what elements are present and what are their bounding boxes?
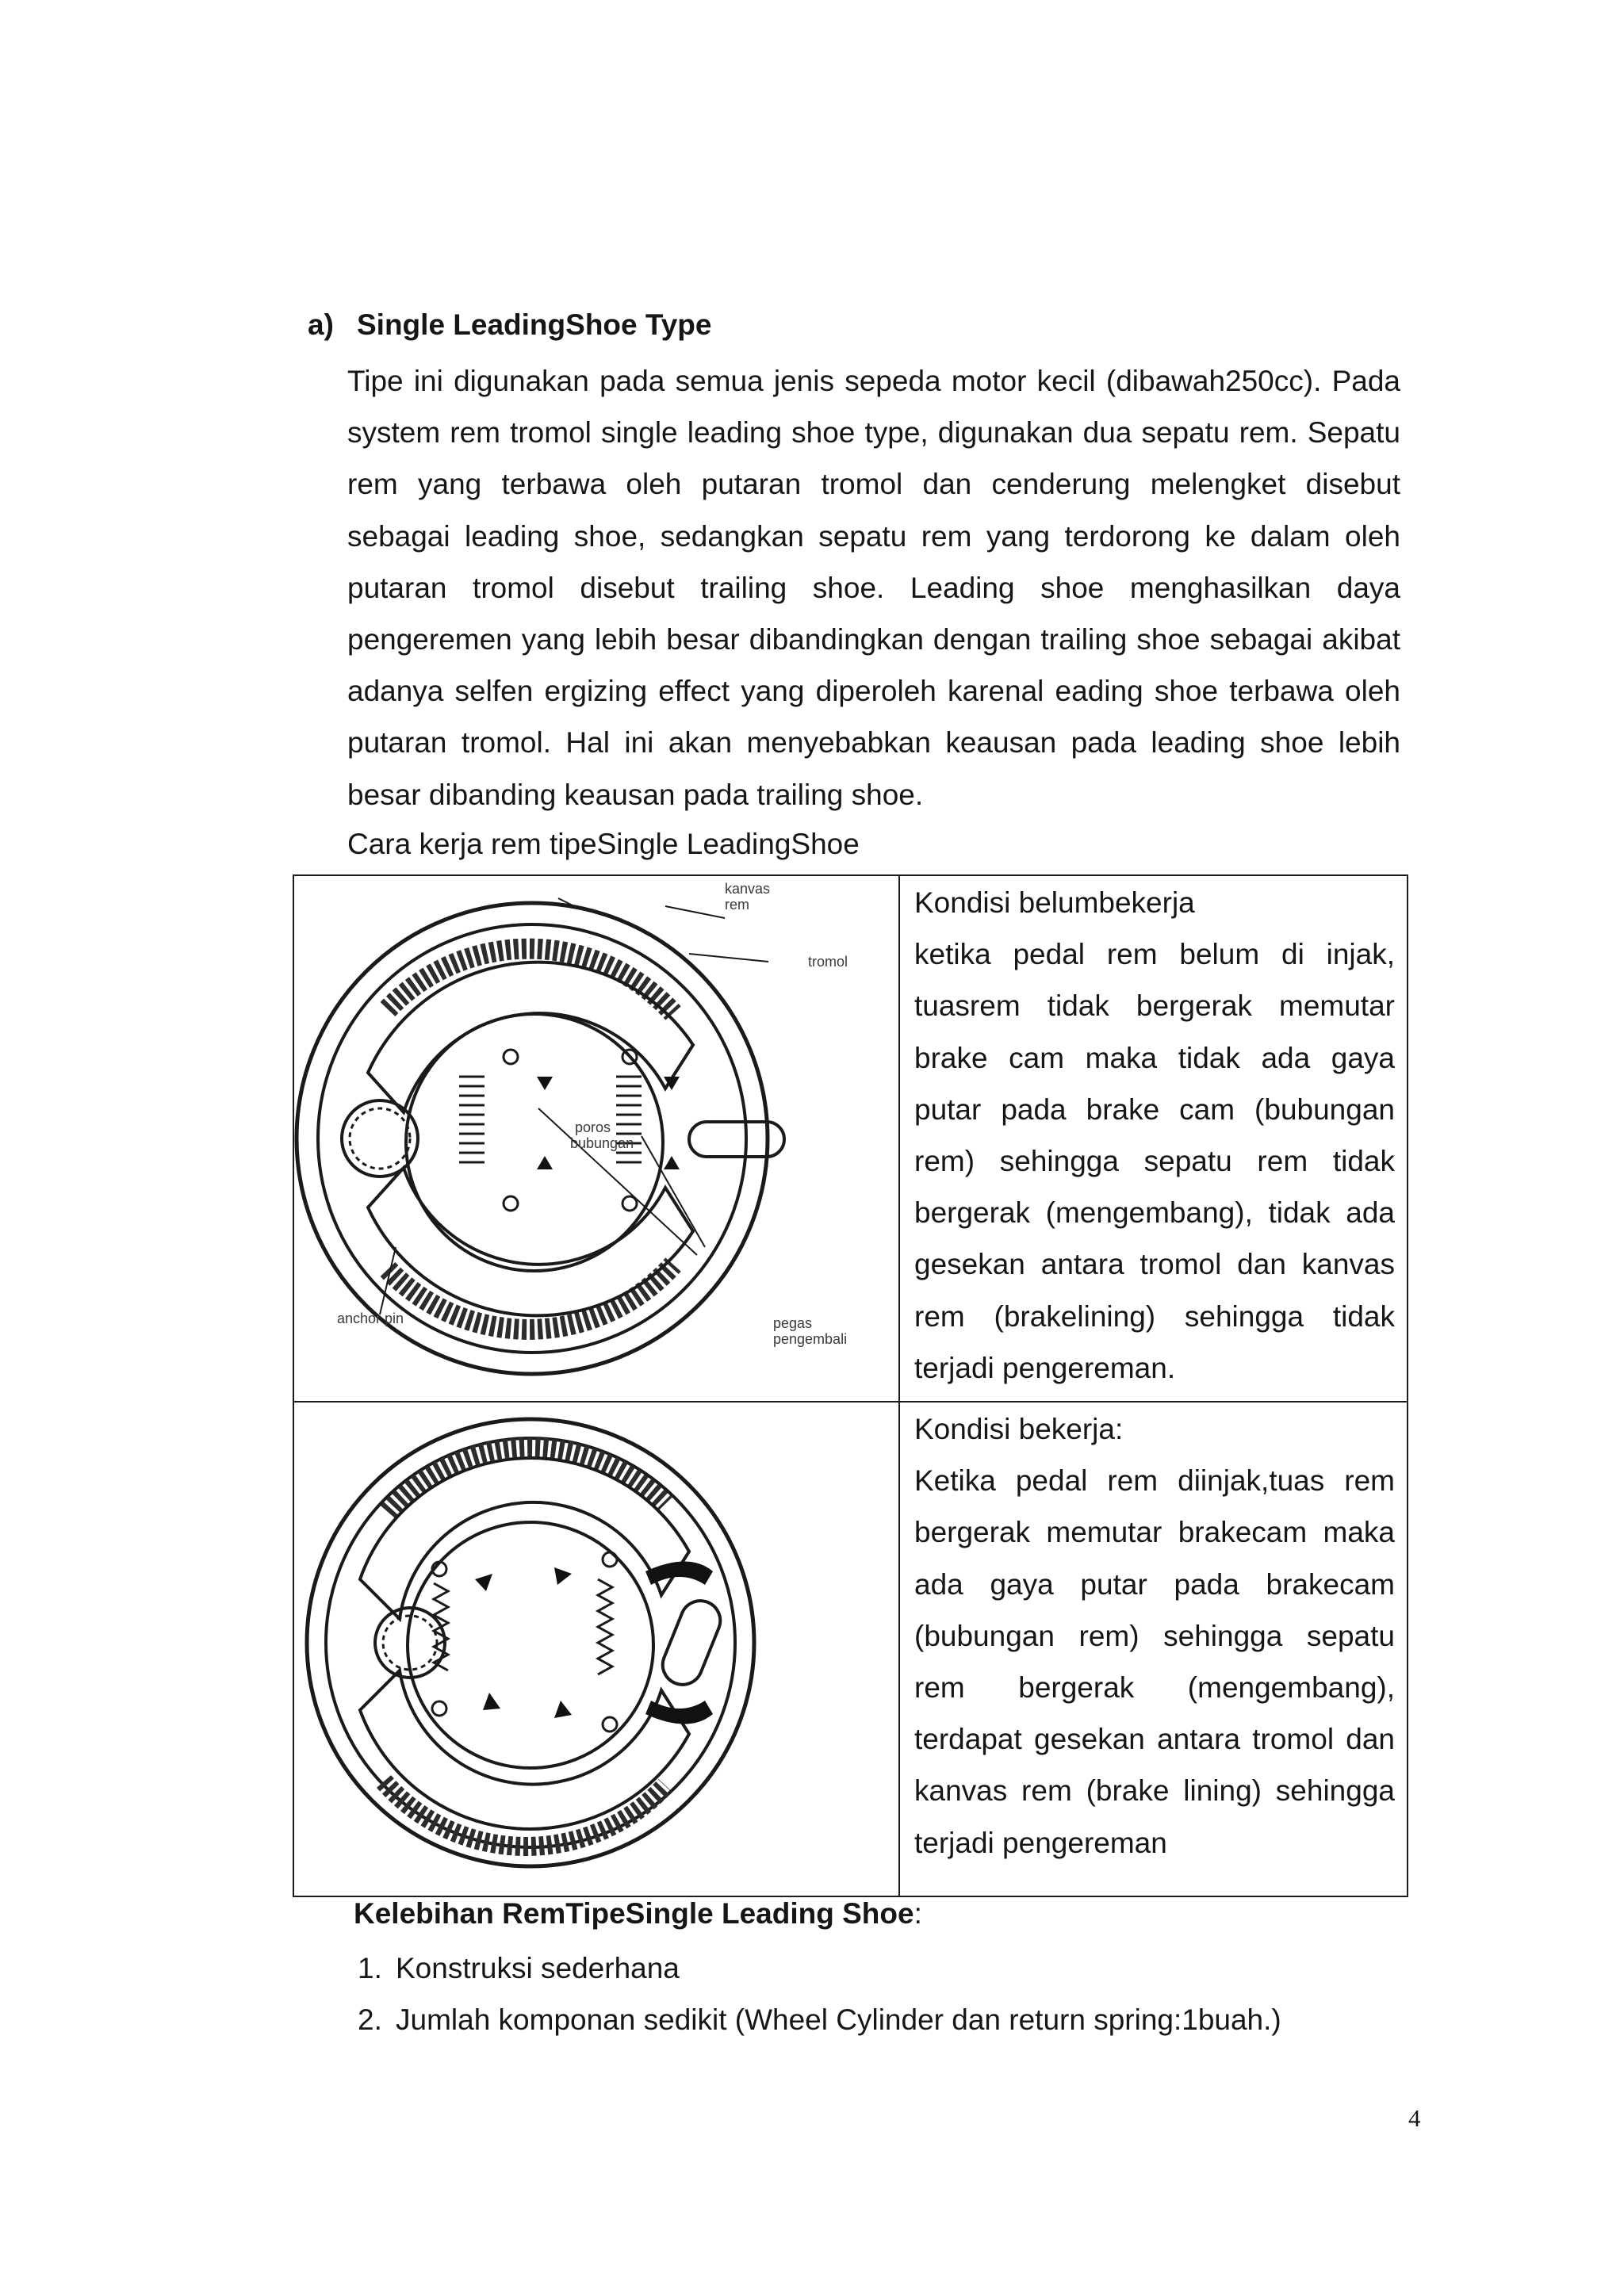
section-marker: a) <box>308 308 334 341</box>
label-kanvas: kanvas <box>725 881 771 897</box>
brake-condition-table <box>293 874 1408 1884</box>
list-item <box>358 1942 1341 1994</box>
text-cell-not-working <box>914 877 1395 1394</box>
diagram-working <box>293 1401 898 1897</box>
advantages-title-text: Kelebihan RemTipeSingle Leading Shoe <box>354 1897 914 1930</box>
condition-title: Kondisi bekerja: <box>914 1413 1124 1445</box>
condition-description: Ketika pedal rem diinjak,tuas rem bergerak memutar brakecam maka ada gaya putar pada brakecam (bubungan rem) sehingga sepatu rem bergerak (mengembang), terdapat gesekan antara tromol dan kanvas rem (brake lining) sehingga terjadi pengereman <box>914 1464 1395 1859</box>
text-cell-working <box>914 1403 1395 1869</box>
label-anchor-pin: anchor pin <box>337 1311 404 1326</box>
list-item-text: Jumlah komponan sedikit (Wheel Cylinder dan return spring:1buah.) <box>396 2003 1281 2036</box>
drum-brake-idle-diagram <box>293 874 898 1401</box>
figure-caption: Cara kerja rem tipeSingle LeadingShoe <box>347 828 860 860</box>
condition-title: Kondisi belumbekerja <box>914 886 1195 919</box>
condition-description: ketika pedal rem belum di injak, tuasrem tidak bergerak memutar brake cam maka tidak ada gaya putar pada brake cam (bubungan rem) sehingga sepatu rem tidak bergerak (mengembang), tidak ada gesekan antara tromol dan kanvas rem (brakelining) sehingga tidak terjadi pengereman. <box>914 938 1395 1384</box>
page-number: 4 <box>1408 2104 1421 2132</box>
advantages-list <box>358 1942 1341 2045</box>
label-poros: poros <box>575 1119 611 1135</box>
list-item-number: 1. <box>358 1952 382 1984</box>
label-rem: rem <box>725 897 749 913</box>
section-title: Single LeadingShoe Type <box>357 308 712 341</box>
label-pegas: pegas <box>773 1315 813 1331</box>
label-tromol: tromol <box>808 954 848 970</box>
advantages-title <box>354 1890 922 1938</box>
section-paragraph: Tipe ini digunakan pada semua jenis sepeda motor kecil (dibawah250cc). Pada system rem tromol single leading shoe type, digunakan dua sepatu rem. Sepatu rem yang terbawa oleh putaran tromol dan cenderung melengket disebut sebagai leading shoe, sedangkan sepatu rem yang terdorong ke dalam oleh putaran tromol disebut trailing shoe. Leading shoe menghasilkan daya pengeremen yang lebih besar dibandingkan dengan trailing shoe sebagai akibat adanya selfen ergizing effect yang diperoleh karenal eading shoe terbawa oleh putaran tromol. Hal ini akan menyebabkan keausan pada leading shoe lebih besar dibanding keausan pada trailing shoe. <box>347 365 1400 811</box>
drum-brake-active-diagram <box>293 1401 898 1897</box>
list-item <box>358 1994 1341 2045</box>
table-row-not-working <box>293 874 1408 1401</box>
advantages-title-colon: : <box>914 1897 922 1930</box>
list-item-number: 2. <box>358 2003 382 2036</box>
table-row-working <box>293 1401 1408 1884</box>
section-heading <box>308 304 712 346</box>
list-item-text: Konstruksi sederhana <box>396 1952 680 1984</box>
label-bubungan: bubungan <box>570 1135 634 1151</box>
diagram-not-working <box>293 874 898 1401</box>
label-pengembali: pengembali <box>773 1331 848 1347</box>
